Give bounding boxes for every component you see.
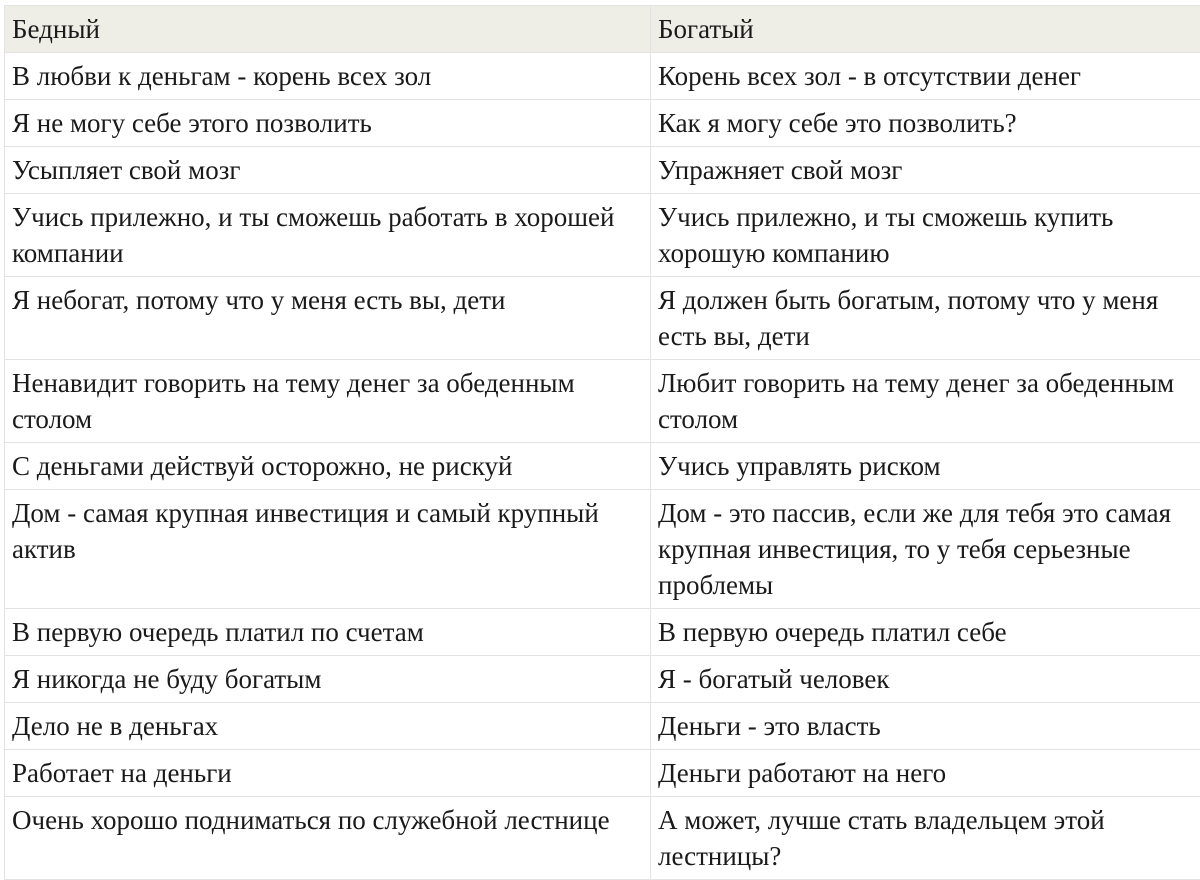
rich-cell: В первую очередь платил себе — [651, 609, 1200, 656]
table-row — [5, 443, 1200, 490]
poor-cell: Дело не в деньгах — [5, 703, 651, 750]
poor-cell: Учись прилежно, и ты сможешь работать в хорошей компании — [5, 194, 651, 277]
table-row — [5, 703, 1200, 750]
header-row — [5, 6, 1200, 53]
table-row — [5, 277, 1200, 360]
poor-cell: Я не могу себе этого позволить — [5, 100, 651, 147]
poor-cell: Дом - самая крупная инвестиция и самый крупный актив — [5, 490, 651, 609]
poor-cell: Я никогда не буду богатым — [5, 656, 651, 703]
poor-cell: Я небогат, потому что у меня есть вы, дети — [5, 277, 651, 360]
rich-cell: Корень всех зол - в отсутствии денег — [651, 53, 1200, 100]
poor-rich-comparison-table — [4, 5, 1200, 880]
rich-cell: Как я могу себе это позволить? — [651, 100, 1200, 147]
poor-cell: Работает на деньги — [5, 750, 651, 797]
rich-cell: А может, лучше стать владельцем этой лестницы? — [651, 797, 1200, 880]
rich-cell: Любит говорить на тему денег за обеденным столом — [651, 360, 1200, 443]
table-row — [5, 100, 1200, 147]
header-rich: Богатый — [651, 6, 1200, 53]
rich-cell: Я - богатый человек — [651, 656, 1200, 703]
poor-cell: Ненавидит говорить на тему денег за обеденным столом — [5, 360, 651, 443]
table-row — [5, 490, 1200, 609]
poor-cell: Усыпляет свой мозг — [5, 147, 651, 194]
table-row — [5, 656, 1200, 703]
rich-cell: Я должен быть богатым, потому что у меня есть вы, дети — [651, 277, 1200, 360]
poor-cell: Очень хорошо подниматься по служебной лестнице — [5, 797, 651, 880]
poor-cell: В первую очередь платил по счетам — [5, 609, 651, 656]
table-row — [5, 360, 1200, 443]
table-row — [5, 147, 1200, 194]
table-row — [5, 194, 1200, 277]
table-row — [5, 750, 1200, 797]
rich-cell: Дом - это пассив, если же для тебя это самая крупная инвестиция, то у тебя серьезные проблемы — [651, 490, 1200, 609]
table-row — [5, 797, 1200, 880]
rich-cell: Учись прилежно, и ты сможешь купить хорошую компанию — [651, 194, 1200, 277]
rich-cell: Деньги - это власть — [651, 703, 1200, 750]
poor-cell: В любви к деньгам - корень всех зол — [5, 53, 651, 100]
poor-cell: С деньгами действуй осторожно, не рискуй — [5, 443, 651, 490]
rich-cell: Учись управлять риском — [651, 443, 1200, 490]
rich-cell: Упражняет свой мозг — [651, 147, 1200, 194]
header-poor: Бедный — [5, 6, 651, 53]
table-row — [5, 609, 1200, 656]
rich-cell: Деньги работают на него — [651, 750, 1200, 797]
table-row — [5, 53, 1200, 100]
